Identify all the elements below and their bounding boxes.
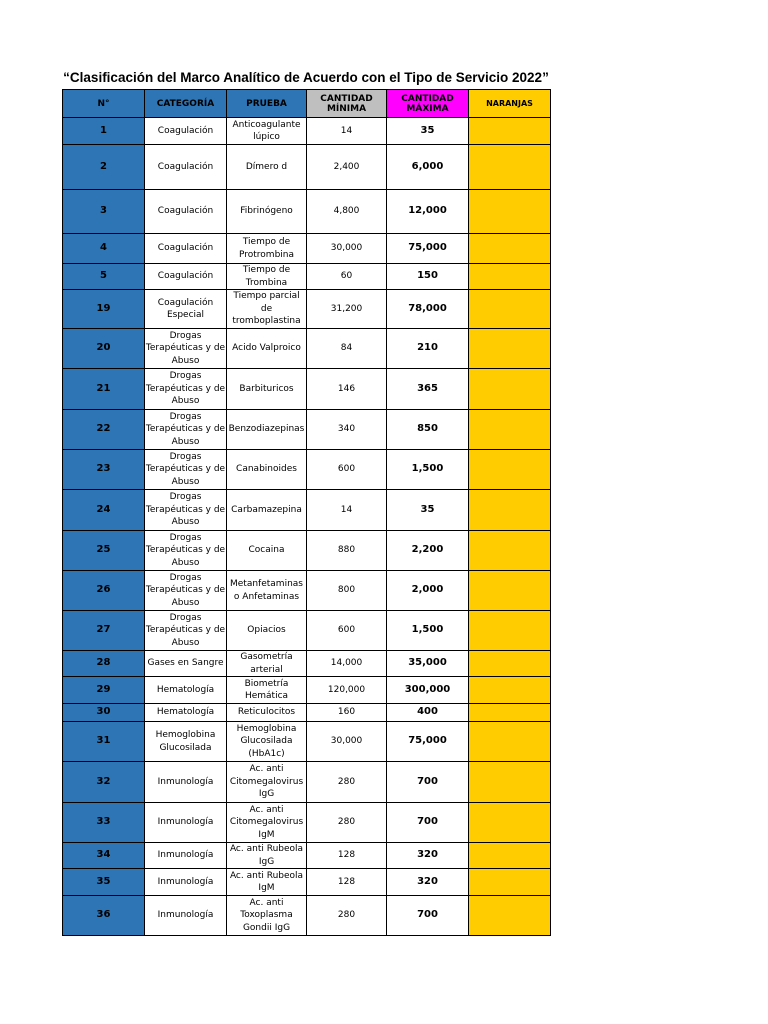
row-cantidad-maxima: 1,500 (387, 450, 469, 490)
table-row (63, 450, 551, 490)
row-number: 20 (63, 329, 145, 369)
table-row (63, 290, 551, 329)
row-prueba: Ac. anti Rubeola IgG (227, 843, 307, 869)
row-categoria: Coagulación (145, 145, 227, 190)
row-number: 28 (63, 651, 145, 677)
row-naranjas (469, 118, 551, 145)
row-number: 3 (63, 190, 145, 234)
table-row (63, 803, 551, 843)
row-number: 35 (63, 869, 145, 896)
row-prueba: Acido Valproico (227, 329, 307, 369)
row-number: 5 (63, 264, 145, 290)
row-cantidad-maxima: 700 (387, 803, 469, 843)
row-prueba: Opiacios (227, 611, 307, 651)
row-categoria: Coagulación (145, 118, 227, 145)
row-cantidad-maxima: 210 (387, 329, 469, 369)
row-categoria: Coagulación (145, 234, 227, 264)
row-categoria: Gases en Sangre (145, 651, 227, 677)
table-row (63, 869, 551, 896)
row-cantidad-minima: 30,000 (307, 234, 387, 264)
row-cantidad-minima: 31,200 (307, 290, 387, 329)
row-categoria: Hematología (145, 704, 227, 722)
row-prueba: Tiempo de Protrombina (227, 234, 307, 264)
row-number: 30 (63, 704, 145, 722)
table-row (63, 234, 551, 264)
row-cantidad-maxima: 700 (387, 762, 469, 803)
row-categoria: Drogas Terapéuticas y de Abuso (145, 531, 227, 571)
row-prueba: Gasometría arterial (227, 651, 307, 677)
table-row (63, 611, 551, 651)
row-number: 19 (63, 290, 145, 329)
row-number: 33 (63, 803, 145, 843)
table-row (63, 369, 551, 410)
row-cantidad-minima: 600 (307, 611, 387, 651)
row-number: 25 (63, 531, 145, 571)
row-cantidad-minima: 880 (307, 531, 387, 571)
row-number: 2 (63, 145, 145, 190)
table-row (63, 651, 551, 677)
row-cantidad-minima: 146 (307, 369, 387, 410)
row-naranjas (469, 264, 551, 290)
row-categoria: Inmunología (145, 843, 227, 869)
table-row (63, 722, 551, 762)
row-cantidad-minima: 120,000 (307, 677, 387, 704)
row-cantidad-minima: 280 (307, 803, 387, 843)
header-prueba: PRUEBA (227, 90, 307, 118)
header-cantidad-maxima: CANTIDAD MÁXIMA (387, 90, 469, 118)
row-cantidad-minima: 84 (307, 329, 387, 369)
row-categoria: Coagulación (145, 264, 227, 290)
row-prueba: Biometría Hemática (227, 677, 307, 704)
row-naranjas (469, 145, 551, 190)
table-body (63, 118, 551, 936)
row-naranjas (469, 410, 551, 450)
row-cantidad-maxima: 2,000 (387, 571, 469, 611)
row-categoria: Inmunología (145, 869, 227, 896)
row-number: 4 (63, 234, 145, 264)
row-categoria: Drogas Terapéuticas y de Abuso (145, 369, 227, 410)
row-cantidad-maxima: 320 (387, 843, 469, 869)
row-cantidad-maxima: 2,200 (387, 531, 469, 571)
row-naranjas (469, 677, 551, 704)
row-naranjas (469, 704, 551, 722)
row-cantidad-maxima: 12,000 (387, 190, 469, 234)
row-number: 29 (63, 677, 145, 704)
row-categoria: Inmunología (145, 762, 227, 803)
row-prueba: Reticulocitos (227, 704, 307, 722)
table-row (63, 145, 551, 190)
row-categoria: Hemoglobina Glucosilada (145, 722, 227, 762)
row-cantidad-maxima: 150 (387, 264, 469, 290)
document-title: “Clasificación del Marco Analítico de Acuerdo con el Tipo de Servicio 2022” (63, 70, 549, 85)
row-categoria: Drogas Terapéuticas y de Abuso (145, 611, 227, 651)
row-cantidad-maxima: 78,000 (387, 290, 469, 329)
row-naranjas (469, 722, 551, 762)
header-categoria: CATEGORÍA (145, 90, 227, 118)
row-cantidad-minima: 14 (307, 490, 387, 531)
row-naranjas (469, 450, 551, 490)
table-row (63, 571, 551, 611)
row-cantidad-minima: 2,400 (307, 145, 387, 190)
table-row (63, 329, 551, 369)
row-prueba: Ac. anti Citomegalovirus IgM (227, 803, 307, 843)
row-prueba: Fibrinógeno (227, 190, 307, 234)
table-row (63, 762, 551, 803)
row-cantidad-minima: 30,000 (307, 722, 387, 762)
row-categoria: Coagulación (145, 190, 227, 234)
row-naranjas (469, 896, 551, 936)
row-prueba: Metanfetaminas o Anfetaminas (227, 571, 307, 611)
row-cantidad-maxima: 75,000 (387, 234, 469, 264)
row-categoria: Drogas Terapéuticas y de Abuso (145, 490, 227, 531)
row-cantidad-minima: 160 (307, 704, 387, 722)
row-categoria: Inmunología (145, 896, 227, 936)
table-row (63, 677, 551, 704)
row-naranjas (469, 531, 551, 571)
row-cantidad-maxima: 320 (387, 869, 469, 896)
row-number: 32 (63, 762, 145, 803)
row-cantidad-minima: 128 (307, 869, 387, 896)
row-number: 26 (63, 571, 145, 611)
row-categoria: Drogas Terapéuticas y de Abuso (145, 410, 227, 450)
row-naranjas (469, 234, 551, 264)
row-prueba: Anticoagulante lúpico (227, 118, 307, 145)
row-categoria: Drogas Terapéuticas y de Abuso (145, 571, 227, 611)
services-table (62, 89, 551, 936)
row-number: 36 (63, 896, 145, 936)
row-number: 1 (63, 118, 145, 145)
row-number: 22 (63, 410, 145, 450)
row-number: 23 (63, 450, 145, 490)
row-naranjas (469, 869, 551, 896)
row-cantidad-maxima: 700 (387, 896, 469, 936)
row-prueba: Carbamazepina (227, 490, 307, 531)
row-cantidad-maxima: 400 (387, 704, 469, 722)
row-naranjas (469, 369, 551, 410)
row-naranjas (469, 611, 551, 651)
row-naranjas (469, 651, 551, 677)
row-cantidad-minima: 280 (307, 762, 387, 803)
row-prueba: Benzodiazepinas (227, 410, 307, 450)
table-row (63, 118, 551, 145)
table-row (63, 490, 551, 531)
row-number: 21 (63, 369, 145, 410)
row-naranjas (469, 490, 551, 531)
row-cantidad-maxima: 35 (387, 118, 469, 145)
row-cantidad-minima: 800 (307, 571, 387, 611)
row-cantidad-minima: 4,800 (307, 190, 387, 234)
table-row (63, 410, 551, 450)
row-cantidad-maxima: 300,000 (387, 677, 469, 704)
row-naranjas (469, 571, 551, 611)
row-naranjas (469, 762, 551, 803)
row-prueba: Ac. anti Citomegalovirus IgG (227, 762, 307, 803)
row-prueba: Ac. anti Toxoplasma Gondii IgG (227, 896, 307, 936)
table-row (63, 843, 551, 869)
row-cantidad-maxima: 850 (387, 410, 469, 450)
row-cantidad-minima: 600 (307, 450, 387, 490)
row-cantidad-maxima: 1,500 (387, 611, 469, 651)
header-cantidad-minima: CANTIDAD MÍNIMA (307, 90, 387, 118)
row-categoria: Drogas Terapéuticas y de Abuso (145, 329, 227, 369)
table-row (63, 896, 551, 936)
row-cantidad-minima: 128 (307, 843, 387, 869)
row-prueba: Barbituricos (227, 369, 307, 410)
row-cantidad-maxima: 75,000 (387, 722, 469, 762)
row-cantidad-minima: 280 (307, 896, 387, 936)
table-row (63, 704, 551, 722)
row-cantidad-minima: 14,000 (307, 651, 387, 677)
row-categoria: Hematología (145, 677, 227, 704)
row-categoria: Coagulación Especial (145, 290, 227, 329)
row-naranjas (469, 843, 551, 869)
row-number: 24 (63, 490, 145, 531)
row-cantidad-maxima: 35,000 (387, 651, 469, 677)
table-header-row (63, 90, 551, 118)
row-prueba: Hemoglobina Glucosilada (HbA1c) (227, 722, 307, 762)
table-row (63, 264, 551, 290)
row-naranjas (469, 803, 551, 843)
row-naranjas (469, 290, 551, 329)
row-categoria: Inmunología (145, 803, 227, 843)
row-number: 31 (63, 722, 145, 762)
row-cantidad-minima: 14 (307, 118, 387, 145)
row-prueba: Ac. anti Rubeola IgM (227, 869, 307, 896)
row-cantidad-maxima: 365 (387, 369, 469, 410)
row-prueba: Tiempo parcial de tromboplastina (227, 290, 307, 329)
row-cantidad-minima: 340 (307, 410, 387, 450)
row-prueba: Dímero d (227, 145, 307, 190)
table-row (63, 531, 551, 571)
row-prueba: Canabinoides (227, 450, 307, 490)
header-naranjas: NARANJAS (469, 90, 551, 118)
row-categoria: Drogas Terapéuticas y de Abuso (145, 450, 227, 490)
row-prueba: Tiempo de Trombina (227, 264, 307, 290)
header-num: N° (63, 90, 145, 118)
row-prueba: Cocaina (227, 531, 307, 571)
table-row (63, 190, 551, 234)
row-cantidad-minima: 60 (307, 264, 387, 290)
row-naranjas (469, 329, 551, 369)
row-number: 34 (63, 843, 145, 869)
row-cantidad-maxima: 6,000 (387, 145, 469, 190)
row-naranjas (469, 190, 551, 234)
row-number: 27 (63, 611, 145, 651)
row-cantidad-maxima: 35 (387, 490, 469, 531)
